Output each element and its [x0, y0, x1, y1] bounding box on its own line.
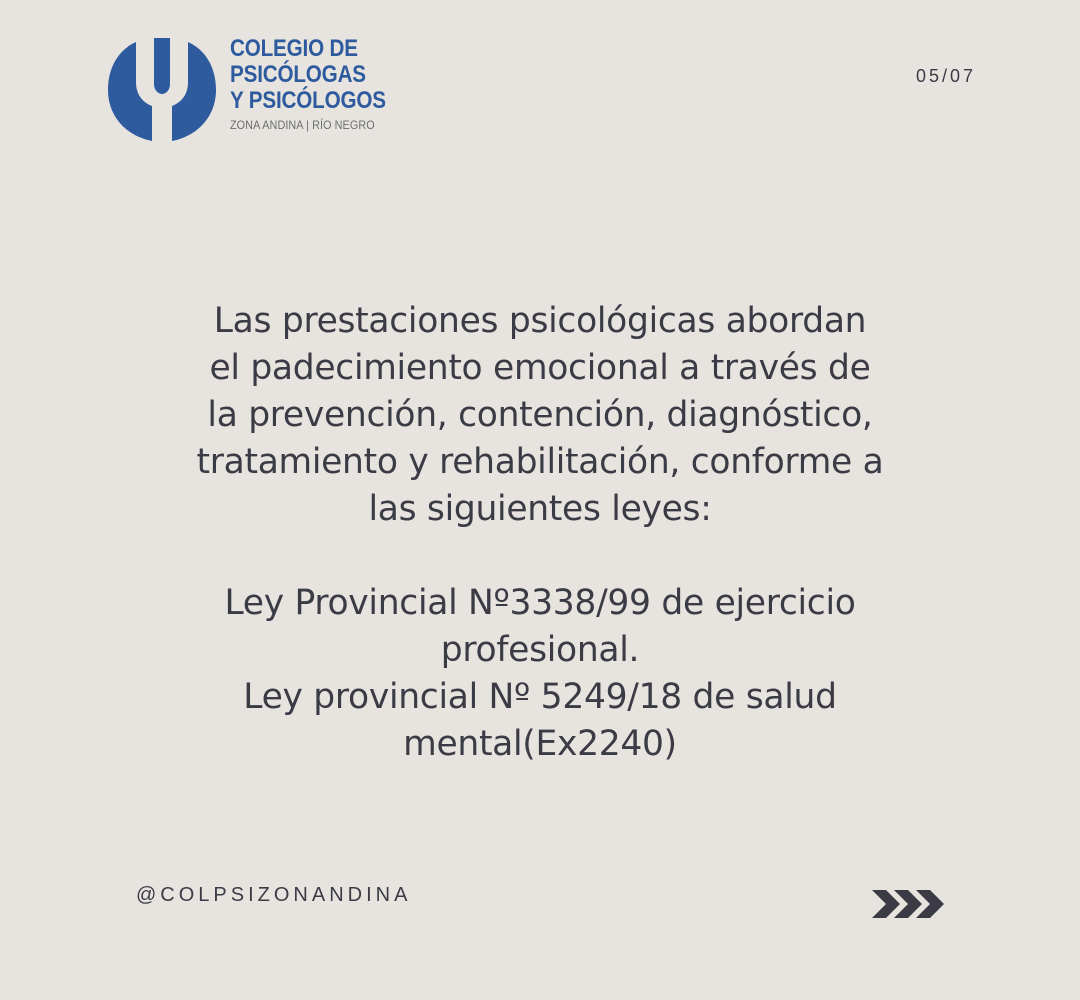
- triple-chevron-right-icon[interactable]: [868, 882, 948, 926]
- paragraph-line: las siguientes leyes:: [368, 489, 712, 529]
- organization-logo: [106, 36, 396, 146]
- main-paragraph-2: [80, 580, 1000, 768]
- paragraph-line: tratamiento y rehabilitación, conforme a: [196, 442, 884, 482]
- logo-line-1: COLEGIO DE: [230, 35, 358, 62]
- logo-line-3: Y PSICÓLOGOS: [230, 87, 386, 114]
- logo-line-2: PSICÓLOGAS: [230, 61, 366, 88]
- logo-subline: ZONA ANDINA | RÍO NEGRO: [230, 118, 375, 132]
- psi-logo-icon: [106, 36, 218, 144]
- paragraph-line: el padecimiento emocional a través de: [209, 348, 871, 388]
- paragraph-line: Ley Provincial Nº3338/99 de ejercicio: [224, 583, 856, 623]
- page-indicator: 05/07: [915, 66, 976, 86]
- paragraph-line: Ley provincial Nº 5249/18 de salud: [243, 677, 837, 717]
- paragraph-line: mental(Ex2240): [403, 724, 677, 764]
- paragraph-line: profesional.: [440, 630, 640, 670]
- logo-wordmark: [230, 36, 411, 132]
- paragraph-line: Las prestaciones psicológicas abordan: [213, 301, 867, 341]
- main-paragraph-1: [80, 298, 1000, 533]
- social-handle: @COLPSIZONANDINA: [136, 884, 412, 906]
- paragraph-line: la prevención, contención, diagnóstico,: [207, 395, 873, 435]
